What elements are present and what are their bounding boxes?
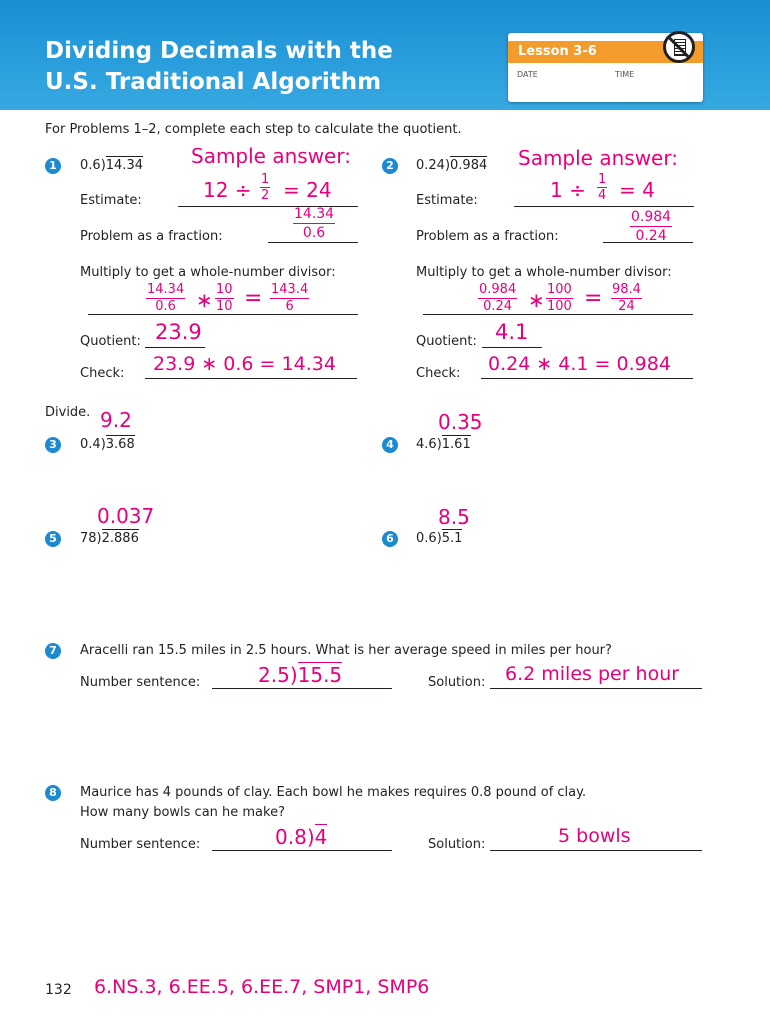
problem-1-sample-label: Sample answer: <box>191 144 351 168</box>
problem-7-solution-label: Solution: <box>428 675 486 690</box>
problem-2-equals: = <box>584 286 603 311</box>
problem-1-equals: = <box>244 286 263 311</box>
problem-1-check: 23.9 ∗ 0.6 = 14.34 <box>153 353 336 375</box>
problem-3-division: 0.4)3.68 <box>80 437 135 452</box>
problem-2-sample-label: Sample answer: <box>518 146 678 170</box>
problem-2-quotient-label: Quotient: <box>416 334 477 349</box>
problem-2-fraction-label: Problem as a fraction: <box>416 229 559 244</box>
problem-2-estimate-b: = 4 <box>619 178 655 202</box>
problem-8-solution-label: Solution: <box>428 837 486 852</box>
title-line-1: Dividing Decimals with the <box>45 38 393 64</box>
title-line-2: U.S. Traditional Algorithm <box>45 69 382 95</box>
problem-2-mult-fraction-3: $\frac{98.4}{24}$ <box>612 282 641 314</box>
problem-2-check: 0.24 ∗ 4.1 = 0.984 <box>488 353 671 375</box>
problem-1-times: ∗ <box>196 288 213 312</box>
problem-1-divisor: 0.6 <box>80 158 101 173</box>
problem-1-fraction: $\frac{14.34}{0.6}$ <box>294 206 335 241</box>
instructions-part2: Divide. <box>45 405 91 420</box>
problem-1-multiply-label: Multiply to get a whole-number divisor: <box>80 265 336 280</box>
problem-8-number: 8 <box>45 785 61 801</box>
problem-8-text-line1: Maurice has 4 pounds of clay. Each bowl he makes requires 0.8 pound of clay. <box>80 785 587 800</box>
date-label: DATE <box>517 70 538 79</box>
problem-8-solution: 5 bowls <box>558 825 631 847</box>
problem-6-answer: 8.5 <box>438 505 470 529</box>
time-label: TIME <box>615 70 635 79</box>
problem-7-text: Aracelli ran 15.5 miles in 2.5 hours. What is her average speed in miles per hour? <box>80 643 612 658</box>
problem-2-mult-fraction-1: $\frac{0.984}{0.24}$ <box>479 282 517 314</box>
problem-3-answer: 9.2 <box>100 408 132 432</box>
problem-2-estimate-fraction: $\frac{1}{4}$ <box>598 172 607 203</box>
problem-6-division: 0.6)5.1 <box>416 531 463 546</box>
problem-2-fraction: $\frac{0.984}{0.24}$ <box>631 209 672 244</box>
problem-1-estimate-fraction: $\frac{1}{2}$ <box>261 172 270 203</box>
problem-8-ns-label: Number sentence: <box>80 837 201 852</box>
lesson-label: Lesson 3-6 <box>518 44 597 59</box>
problem-1-number: 1 <box>45 158 61 174</box>
problem-2-check-label: Check: <box>416 366 461 381</box>
problem-4-division: 4.6)1.61 <box>416 437 471 452</box>
problem-5-number: 5 <box>45 531 61 547</box>
problem-2-dividend: 0.984 <box>450 158 488 173</box>
problem-7-number-sentence: 2.5)15.5 <box>258 663 343 687</box>
instructions-part1: For Problems 1–2, complete each step to calculate the quotient. <box>45 122 462 137</box>
problem-2-divisor: 0.24 <box>416 158 445 173</box>
problem-1-check-label: Check: <box>80 366 125 381</box>
problem-1-mult-fraction-2: $\frac{10}{10}$ <box>216 282 233 314</box>
standards: 6.NS.3, 6.EE.5, 6.EE.7, SMP1, SMP6 <box>94 976 430 998</box>
problem-2-number: 2 <box>382 158 398 174</box>
problem-2-division: 0.24)0.984 <box>416 158 488 173</box>
problem-1-quotient: 23.9 <box>155 320 202 344</box>
page-number: 132 <box>45 982 72 998</box>
problem-2-quotient: 4.1 <box>495 320 529 344</box>
problem-1-quotient-label: Quotient: <box>80 334 141 349</box>
problem-4-answer: 0.35 <box>438 410 483 434</box>
problem-7-number: 7 <box>45 643 61 659</box>
problem-3-number: 3 <box>45 437 61 453</box>
problem-5-answer: 0.037 <box>97 504 155 528</box>
problem-2-estimate-a: 1 ÷ <box>550 178 586 202</box>
problem-8-text-line2: How many bowls can he make? <box>80 805 285 820</box>
problem-5-division: 78)2.886 <box>80 531 139 546</box>
problem-1-mult-fraction-3: $\frac{143.4}{6}$ <box>271 282 309 314</box>
problem-1-estimate-b: = 24 <box>283 178 332 202</box>
problem-1-division: 0.6)14.34 <box>80 158 143 173</box>
no-calculator-icon <box>663 31 695 63</box>
problem-2-times: ∗ <box>528 288 545 312</box>
problem-1-fraction-label: Problem as a fraction: <box>80 229 223 244</box>
problem-7-ns-label: Number sentence: <box>80 675 201 690</box>
problem-1-estimate-a: 12 ÷ <box>203 178 252 202</box>
problem-8-number-sentence: 0.8)4 <box>275 825 328 849</box>
problem-2-multiply-label: Multiply to get a whole-number divisor: <box>416 265 672 280</box>
problem-2-estimate-label: Estimate: <box>416 193 478 208</box>
problem-1-dividend: 14.34 <box>105 158 143 173</box>
page-title <box>45 36 393 98</box>
problem-2-mult-fraction-2: $\frac{100}{100}$ <box>547 282 572 314</box>
problem-1-mult-fraction-1: $\frac{14.34}{0.6}$ <box>147 282 185 314</box>
problem-1-estimate-label: Estimate: <box>80 193 142 208</box>
problem-7-solution: 6.2 miles per hour <box>505 663 680 685</box>
problem-4-number: 4 <box>382 437 398 453</box>
problem-6-number: 6 <box>382 531 398 547</box>
